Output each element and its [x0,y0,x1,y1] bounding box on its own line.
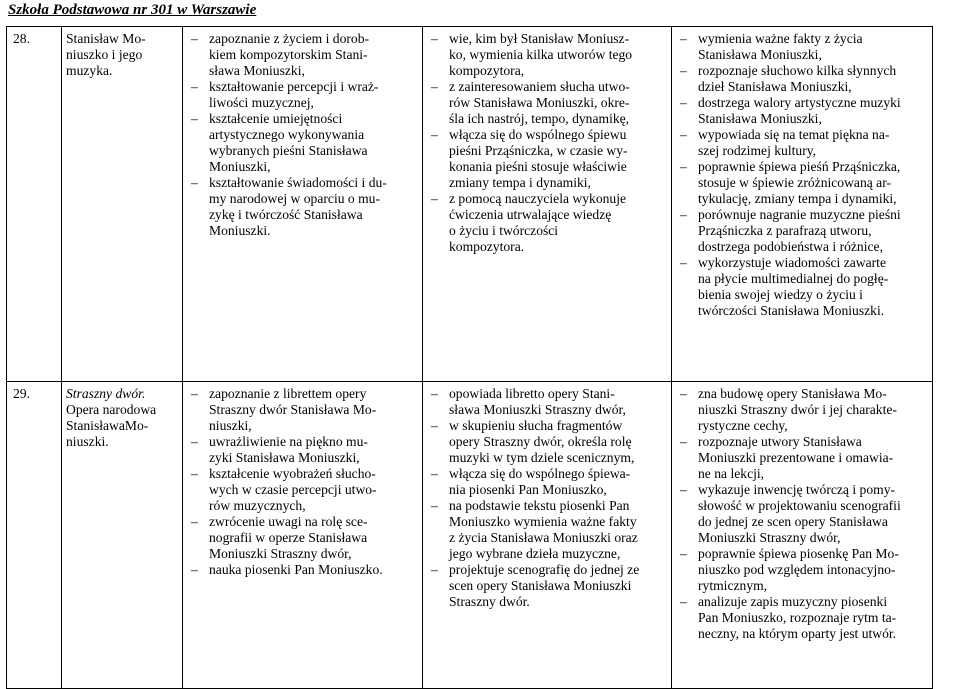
extended-item: – wykazuje inwencję twórczą i pomy- słowość w projektowaniu scenografii do jednej ze scen opery Stanisława Moniuszki Straszny dwór, [676,482,928,546]
extended-item: – rozpoznaje utwory Stanisława Moniuszki prezentowane i omawia- ne na lekcji, [676,434,928,482]
lesson-title-line: niuszko i jego [66,47,143,62]
basic-requirements-cell [423,27,672,382]
basic-item: – z zainteresowaniem słucha utwo- rów Stanisława Moniuszki, okre- śla ich nastrój, tempo, dynamikę, [427,79,667,127]
lesson-title-line: Stanisław Mo- [66,31,146,46]
lesson-number: 28. [13,31,30,46]
goal-item: – zwrócenie uwagi na rolę sce- nografii w operze Stanisława Moniuszki Straszny dwór, [187,514,418,562]
extended-item: – wykorzystuje wiadomości zawarte na płycie multimedialnej do pogłę- bienia swojej wiedzy o życiu i twórczości Stanisława Moniuszki. [676,255,928,319]
basic-item: – z pomocą nauczyciela wykonuje ćwiczenia utrwalające wiedzę o życiu i twórczości kompozytora. [427,191,667,255]
goals-cell [183,27,423,382]
basic-item: – włącza się do wspólnego śpiewu pieśni Prząśniczka, w czasie wy- konania pieśni stosuje właściwie zmiany tempa i dynamiki, [427,127,667,191]
basic-item: – opowiada libretto opery Stani- sława Moniuszki Straszny dwór, [427,386,667,418]
extended-item: – porównuje nagranie muzyczne pieśni Prząśniczka z parafrazą utworu, dostrzega podobieństwa i różnice, [676,207,928,255]
extended-item: – rozpoznaje słuchowo kilka słynnych dzieł Stanisława Moniuszki, [676,63,928,95]
lesson-title-line: niuszki. [66,434,109,449]
extended-item: – dostrzega walory artystyczne muzyki Stanisława Moniuszki, [676,95,928,127]
goals-cell [183,382,423,689]
extended-requirements-cell [672,27,933,382]
extended-item: – wymienia ważne fakty z życia Stanisława Moniuszki, [676,31,928,63]
basic-item: – projektuje scenografię do jednej ze scen opery Stanisława Moniuszki Straszny dwór. [427,562,667,610]
extended-requirements-cell [672,382,933,689]
goal-item: – kształtowanie świadomości i du- my narodowej w oparciu o mu- zykę i twórczość Stanisława Moniuszki. [187,175,418,239]
table-row [7,27,933,382]
lesson-title-line: Straszny dwór. [66,386,146,401]
basic-item: – wie, kim był Stanisław Moniusz- ko, wymienia kilka utworów tego kompozytora, [427,31,667,79]
extended-item: – analizuje zapis muzyczny piosenki Pan Moniuszko, rozpoznaje rytm ta- neczny, na którym oparty jest utwór. [676,594,928,642]
lesson-title-cell [62,27,183,382]
basic-requirements-cell [423,382,672,689]
lesson-cell [7,27,62,382]
lesson-number: 29. [13,386,30,401]
extended-item: – poprawnie śpiewa piosenkę Pan Mo- niuszko pod względem intonacyjno- rytmicznym, [676,546,928,594]
basic-item: – w skupieniu słucha fragmentów opery Straszny dwór, określa rolę muzyki w tym dziele scenicznym, [427,418,667,466]
lesson-cell [7,382,62,689]
table-row [7,382,933,689]
page-header: Szkoła Podstawowa nr 301 w Warszawie [8,2,257,18]
lesson-title-line: StanisławaMo- [66,418,149,433]
goal-item: – kształcenie umiejętności artystycznego wykonywania wybranych pieśni Stanisława Moniuszki, [187,111,418,175]
lesson-title-line: muzyka. [66,63,113,78]
goal-item: – zapoznanie z librettem opery Straszny dwór Stanisława Mo- niuszki, [187,386,418,434]
goal-item: – nauka piosenki Pan Moniuszko. [187,562,418,578]
lesson-title-line: Opera narodowa [66,402,157,417]
basic-item: – na podstawie tekstu piosenki Pan Moniuszko wymienia ważne fakty z życia Stanisława Moniuszki oraz jego wybrane dzieła muzyczne, [427,498,667,562]
extended-item: – wypowiada się na temat piękna na- szej rodzimej kultury, [676,127,928,159]
extended-item: – poprawnie śpiewa pieśń Prząśniczka, stosuje w śpiewie zróżnicowaną ar- tykulację, zmiany tempa i dynamiki, [676,159,928,207]
goal-item: – kształtowanie percepcji i wraż- liwości muzycznej, [187,79,418,111]
curriculum-table [6,26,933,689]
goal-item: – zapoznanie z życiem i dorob- kiem kompozytorskim Stani- sława Moniuszki, [187,31,418,79]
basic-item: – włącza się do wspólnego śpiewa- nia piosenki Pan Moniuszko, [427,466,667,498]
lesson-title-cell [62,382,183,689]
goal-item: – uwrażliwienie na piękno mu- zyki Stanisława Moniuszki, [187,434,418,466]
extended-item: – zna budowę opery Stanisława Mo- niuszki Straszny dwór i jej charakte- rystyczne cechy, [676,386,928,434]
goal-item: – kształcenie wyobrażeń słucho- wych w czasie percepcji utwo- rów muzycznych, [187,466,418,514]
